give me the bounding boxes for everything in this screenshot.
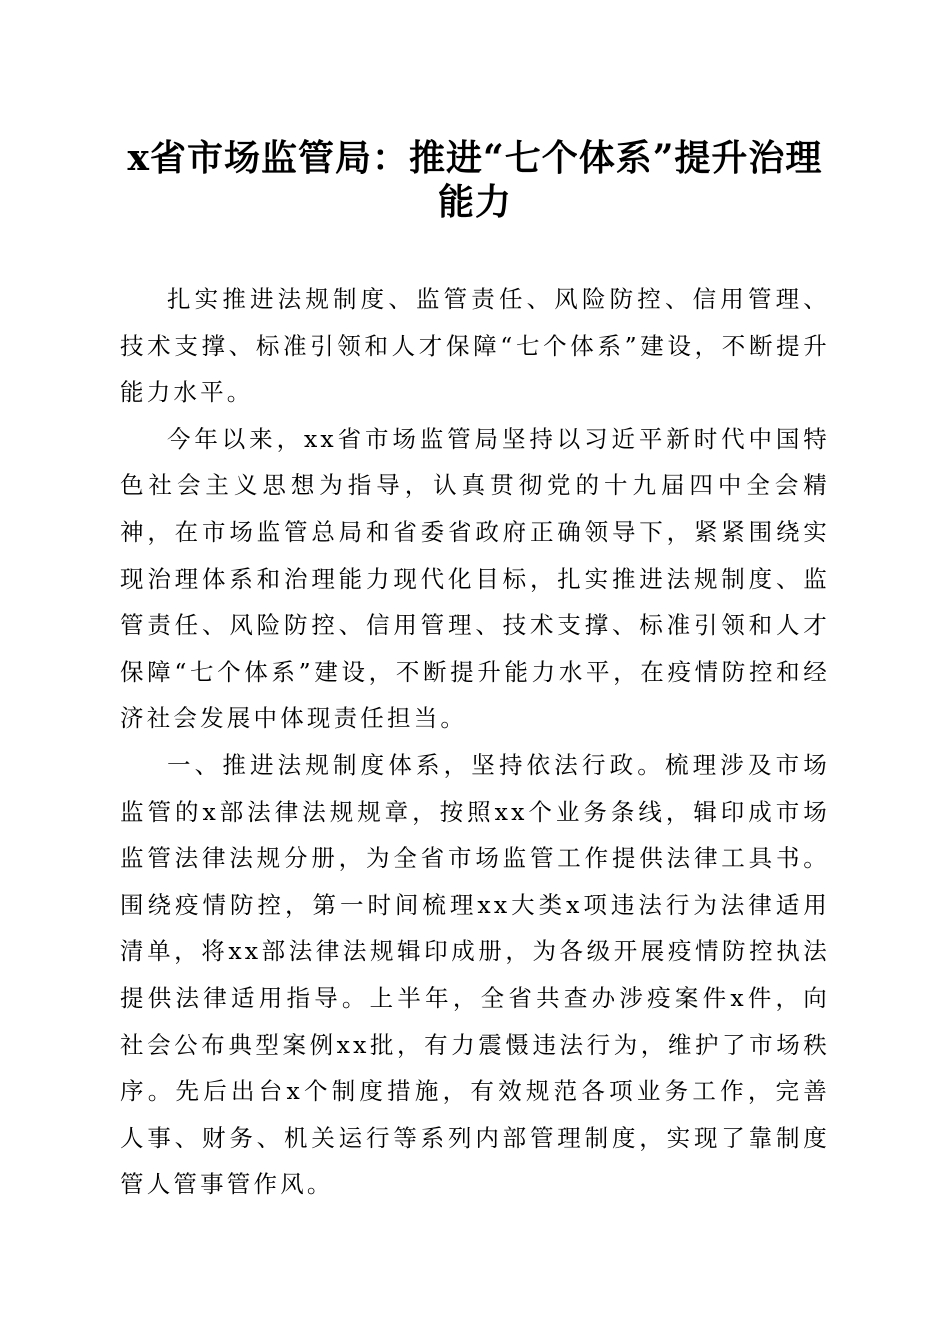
paragraph-intro: 扎实推进法规制度、监管责任、风险防控、信用管理、技术支撑、标准引领和人才保障“七个体系”建设，不断提升能力水平。 bbox=[120, 285, 830, 407]
document-title: x省市场监管局：推进“七个体系”提升治理能力 bbox=[127, 137, 823, 223]
paragraph-section-one: 一、推进法规制度体系，坚持依法行政。梳理涉及市场监管的x部法律法规规章，按照xx个业务条线，辑印成市场监管法律法规分册，为全省市场监管工作提供法律工具书。围绕疫情防控，第一时间梳理xx大类x项违法行为法律适用清单，将xx部法律法规辑印成册，为各级开展疫情防控执法提供法律适用指导。上半年，全省共查办涉疫案件x件，向社会公布典型案例xx批，有力震慑违法行为，维护了市场秩序。先后出台x个制度措施，有效规范各项业务工作，完善人事、财务、机关运行等系列内部管理制度，实现了靠制度管人管事管作风。 bbox=[120, 750, 830, 1199]
document-body bbox=[120, 276, 830, 1208]
paragraph-overview: 今年以来，xx省市场监管局坚持以习近平新时代中国特色社会主义思想为指导，认真贯彻党的十九届四中全会精神，在市场监管总局和省委省政府正确领导下，紧紧围绕实现治理体系和治理能力现代化目标，扎实推进法规制度、监管责任、风险防控、信用管理、技术支撑、标准引领和人才保障“七个体系”建设，不断提升能力水平，在疫情防控和经济社会发展中体现责任担当。 bbox=[120, 424, 830, 733]
